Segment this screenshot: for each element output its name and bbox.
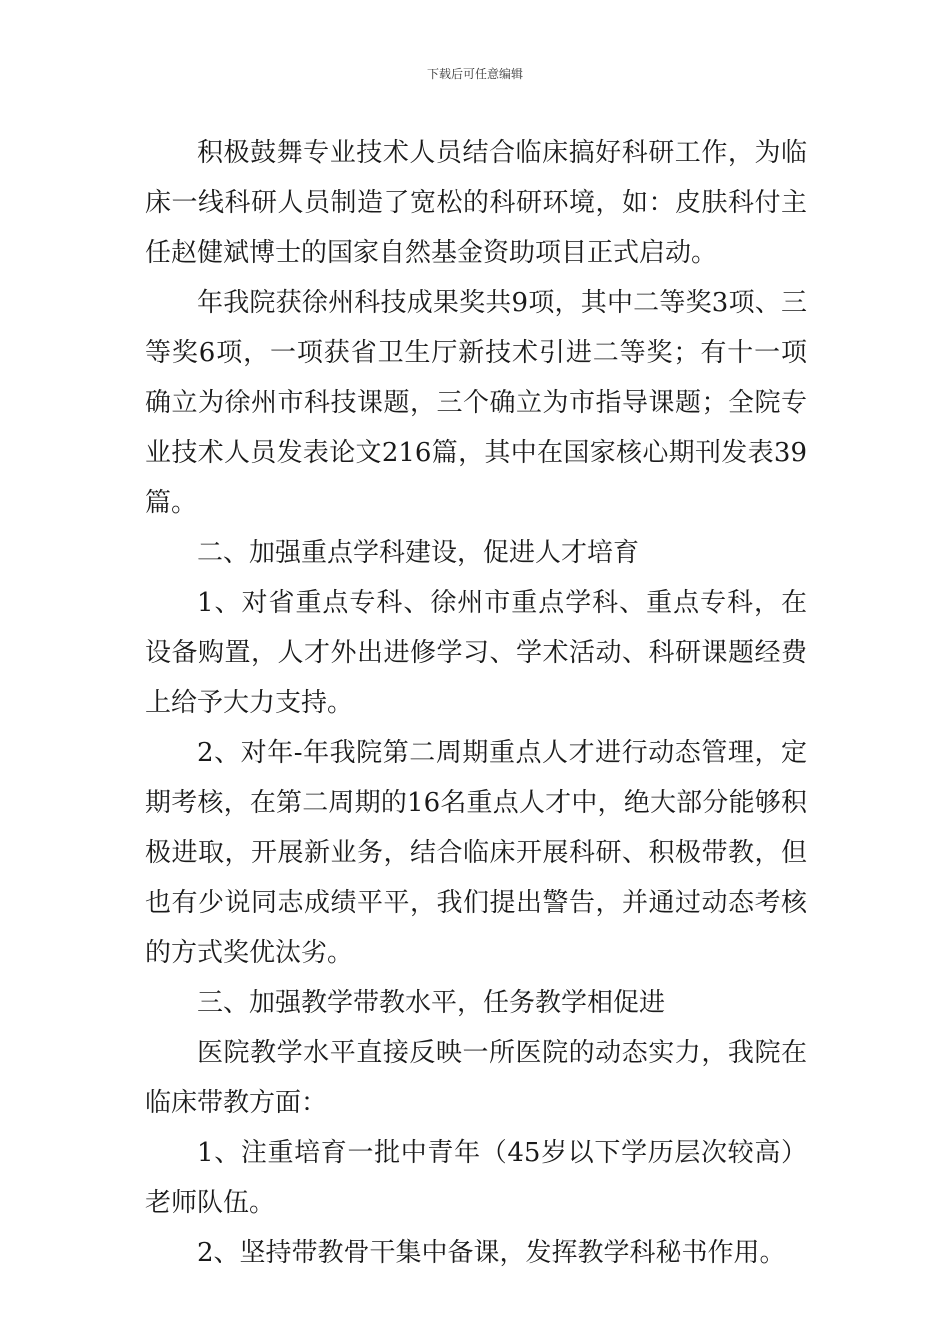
- section-heading-teaching: 三、加强教学带教水平，任务教学相促进: [197, 988, 666, 1018]
- paragraph-research-encouragement: 积极鼓舞专业技术人员结合临床搞好科研工作，为临床一线科研人员制造了宽松的科研环境，如：皮肤科付主任赵健斌博士的国家自然基金资助项目正式启动。: [145, 138, 807, 268]
- paragraph-talent-management: 2、对年-年我院第二周期重点人才进行动态管理，定期考核，在第二周期的16名重点人才中，绝大部分能够积极进取，开展新业务，结合临床开展科研、积极带教，但也有少说同志成绩平平，我们提出警告，并通过动态考核的方式奖优汰劣。: [145, 738, 807, 968]
- paragraph-research-awards: 年我院获徐州科技成果奖共9项，其中二等奖3项、三等奖6项，一项获省卫生厅新技术引进二等奖；有十一项确立为徐州市科技课题，三个确立为市指导课题；全院专业技术人员发表论文216篇，其中在国家核心期刊发表39篇。: [145, 288, 807, 518]
- paragraph-lesson-preparation: 2、坚持带教骨干集中备课，发挥教学科秘书作用。: [197, 1238, 786, 1268]
- document-body: [145, 128, 807, 1278]
- paragraph-key-specialty-support: 1、对省重点专科、徐州市重点学科、重点专科，在设备购置，人才外出进修学习、学术活动、科研课题经费上给予大力支持。: [145, 588, 807, 718]
- paragraph-teacher-training: 1、注重培育一批中青年（45岁以下学历层次较高）老师队伍。: [145, 1138, 807, 1218]
- page-header-note: 下载后可任意编辑: [426, 67, 523, 81]
- paragraph-teaching-intro: 医院教学水平直接反映一所医院的动态实力，我院在临床带教方面：: [145, 1038, 807, 1118]
- section-heading-key-disciplines: 二、加强重点学科建设，促进人才培育: [197, 538, 640, 568]
